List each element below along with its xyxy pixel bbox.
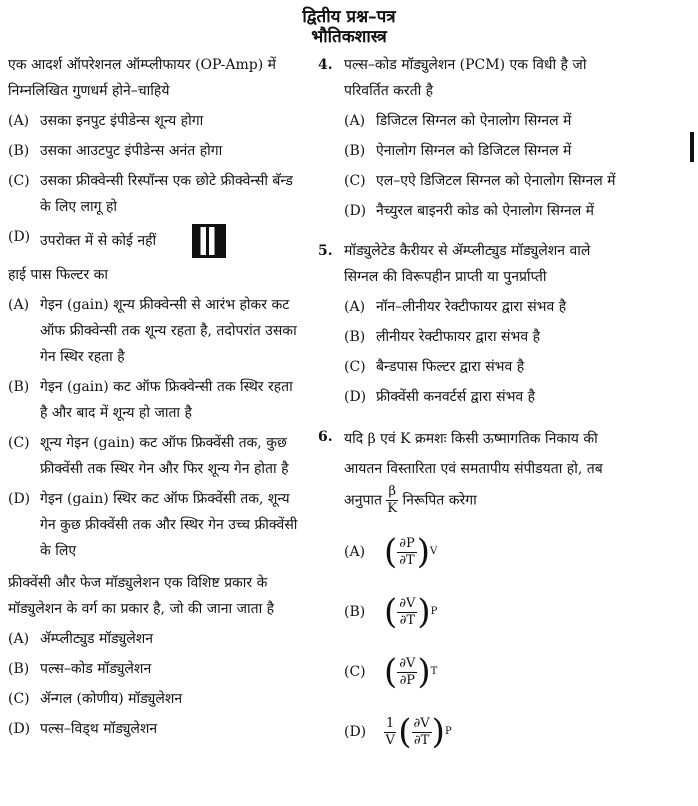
option-label: (D) xyxy=(8,229,31,245)
question-number: 4. xyxy=(318,57,333,73)
question-number: 5. xyxy=(318,243,333,259)
left-column xyxy=(8,52,300,746)
q6-option-b[interactable]: (B) ( $\frac{\partial V}{\partial T}$ ) P xyxy=(344,592,438,632)
option-text: गेइन (gain) स्थिर कट ऑफ फ्रिक्वेंसी तक, शून्य गेन कुछ फ्रीक्वेंसी तक और स्थिर गेन उच्च फ्रीक्वेंसी के लिए xyxy=(40,491,298,559)
derivative-numerator: ∂V xyxy=(413,715,430,731)
option-label: (B) xyxy=(344,329,366,345)
paper-title: द्वितीय प्रश्न–पत्र xyxy=(302,7,396,27)
q3-option-b[interactable] xyxy=(8,656,300,682)
question-1-text: एक आदर्श ऑपरेशनल ऑम्प्लीफायर (OP-Amp) में निम्नलिखित गुणधर्म होने–चाहिये xyxy=(8,57,277,99)
question-number: 6. xyxy=(318,429,333,445)
option-text: उसका इनपुट इंपीडेन्स शून्य होगा xyxy=(40,113,204,129)
question-4 xyxy=(318,52,618,228)
derivative-numerator: ∂P xyxy=(399,535,415,551)
q6-option-a[interactable]: (A) ( $\frac{\partial P}{\partial T}$ ) V xyxy=(344,532,438,572)
option-label: (B) xyxy=(344,604,366,620)
question-4-text: पल्स–कोड मॉड्युलेशन (PCM) एक विधी है जो परिवर्तित करती है xyxy=(344,57,587,99)
subject-title: भौतिकशास्त्र xyxy=(311,27,387,47)
option-text: गेइन (gain) शून्य फ्रीक्वेन्सी से आरंभ होकर कट ऑफ फ्रीक्वेन्सी तक शून्य रहता है, तदोपरांत उसका गेन स्थिर रहता है xyxy=(40,297,297,365)
q3-option-c[interactable] xyxy=(8,686,300,712)
qr-code-icon xyxy=(192,224,226,258)
q5-option-b[interactable] xyxy=(344,324,618,350)
question-6-text-part1: यदि β एवं K क्रमशः किसी ऊष्मागतिक निकाय की आयतन विस्तारिता एवं समतापीय संपीडयता हो, तब अनुपात xyxy=(344,431,603,509)
option-text: उसका फ्रीक्वेन्सी रिस्पॉन्स एक छोटे फ्रीक्वेन्सी बॅन्ड के लिए लागू हो xyxy=(40,173,293,215)
option-label: (B) xyxy=(344,143,366,159)
prefactor-denominator: V xyxy=(385,732,395,748)
q2-option-d[interactable] xyxy=(8,486,300,564)
option-label: (A) xyxy=(8,297,30,313)
option-label: (B) xyxy=(8,143,30,159)
option-label: (A) xyxy=(344,299,366,315)
option-text: गेइन (gain) कट ऑफ फ्रिक्वेन्सी तक स्थिर रहता है और बाद में शून्य हो जाता है xyxy=(40,379,293,421)
q4-option-c[interactable] xyxy=(344,168,618,194)
q2-option-a[interactable] xyxy=(8,292,300,370)
option-text: लीनीयर रेक्टीफायर द्वारा संभव है xyxy=(376,329,541,345)
q6-option-c[interactable]: (C) ( $\frac{\partial V}{\partial P}$ ) T xyxy=(344,652,438,692)
ratio-denominator: K xyxy=(387,501,398,516)
q5-option-a[interactable] xyxy=(344,294,618,320)
option-text: उपरोक्त में से कोई नहीं xyxy=(40,233,157,249)
question-6 xyxy=(318,424,618,765)
q6-option-d[interactable]: (D) $\frac{1}{V}$ ( $\frac{\partial V}{\partial T}$ ) P xyxy=(344,712,452,752)
option-text: नॉन–लीनीयर रेक्टीफायर द्वारा संभव है xyxy=(376,299,567,315)
derivative-denominator: ∂P xyxy=(399,672,416,688)
derivative-numerator: ∂V xyxy=(399,595,416,611)
question-5 xyxy=(318,238,618,414)
derivative-subscript: T xyxy=(430,666,438,677)
option-text: ॲन्गल (कोणीय) मॉड्युलेशन xyxy=(40,691,183,707)
option-text: नैच्युरल बाइनरी कोड को ऐनालोग सिग्नल में xyxy=(376,203,595,219)
derivative-subscript: P xyxy=(444,726,452,737)
derivative-numerator: ∂V xyxy=(399,655,416,671)
q2-option-b[interactable] xyxy=(8,374,300,426)
option-label: (A) xyxy=(8,631,30,647)
option-label: (A) xyxy=(8,113,30,129)
q4-option-d[interactable] xyxy=(344,198,618,224)
option-text: डिजिटल सिग्नल को ऐनालोग सिग्नल में xyxy=(376,113,572,129)
option-label: (D) xyxy=(8,491,31,507)
option-text: एल–एऐ डिजिटल सिग्नल को ऐनालोग सिग्नल में xyxy=(376,173,616,189)
option-label: (A) xyxy=(344,544,366,560)
question-6-text-part2: निरूपित करेगा xyxy=(402,492,477,509)
question-6-text xyxy=(344,424,618,517)
option-label: (C) xyxy=(344,664,366,680)
option-text: पल्स–विड्थ मॉड्युलेशन xyxy=(40,721,158,737)
ratio-numerator: β xyxy=(388,484,396,499)
derivative-denominator: ∂T xyxy=(399,612,416,628)
option-label: (C) xyxy=(8,691,30,707)
question-2-text: हाई पास फिल्टर का xyxy=(8,267,109,283)
option-label: (D) xyxy=(344,203,367,219)
q5-option-c[interactable] xyxy=(344,354,618,380)
q1-option-d[interactable] xyxy=(8,224,300,258)
q1-option-a[interactable] xyxy=(8,108,300,134)
q4-option-a[interactable] xyxy=(344,108,618,134)
option-label: (C) xyxy=(344,359,366,375)
option-label: (D) xyxy=(8,721,31,737)
option-label: (D) xyxy=(344,389,367,405)
derivative-subscript: P xyxy=(430,606,438,617)
page-edge-mark xyxy=(690,132,694,162)
option-label: (C) xyxy=(8,435,30,451)
derivative-denominator: ∂T xyxy=(413,732,430,748)
option-label: (B) xyxy=(8,379,30,395)
question-5-text: मॉड्युलेटेड कैरीयर से ॲम्प्लीट्युड मॉड्युलेशन वाले सिग्नल की विरूपहीन प्राप्ती या पुनर्प्राप्ती xyxy=(344,243,591,285)
option-text: ऐनालोग सिग्नल को डिजिटल सिग्नल में xyxy=(376,143,572,159)
option-text: शून्य गेइन (gain) कट ऑफ फ्रिक्वेंसी तक, कुछ फ्रीक्वेंसी तक स्थिर गेन और फिर शून्य गेन होता है xyxy=(40,435,289,477)
option-text: बैन्डपास फिल्टर द्वारा संभव है xyxy=(376,359,525,375)
q1-option-c[interactable] xyxy=(8,168,300,220)
question-1 xyxy=(8,52,300,258)
q2-option-c[interactable] xyxy=(8,430,300,482)
derivative-subscript: V xyxy=(430,546,438,557)
ratio-fraction xyxy=(386,484,398,517)
option-text: फ्रीक्वेंसी कनवर्टर्स द्वारा संभव है xyxy=(376,389,536,405)
option-label: (B) xyxy=(8,661,30,677)
prefactor-numerator: 1 xyxy=(386,715,395,731)
q4-option-b[interactable] xyxy=(344,138,618,164)
q5-option-d[interactable] xyxy=(344,384,618,410)
option-label: (D) xyxy=(344,724,367,740)
option-text: ॲम्प्लीट्युड मॉड्युलेशन xyxy=(40,631,153,647)
option-text: पल्स–कोड मॉड्युलेशन xyxy=(40,661,152,677)
option-label: (C) xyxy=(8,173,30,189)
option-text: उसका आउटपुट इंपीडेन्स अनंत होगा xyxy=(40,143,223,159)
question-3 xyxy=(8,570,300,742)
question-2 xyxy=(8,262,300,564)
question-3-text: फ्रीक्वेंसी और फेज मॉड्युलेशन एक विशिष्ट प्रकार के मॉड्युलेशन के वर्ग का प्रकार है, जो की जाना जाता है xyxy=(8,575,275,617)
option-label: (C) xyxy=(344,173,366,189)
q3-option-a[interactable] xyxy=(8,626,300,652)
option-label: (A) xyxy=(344,113,366,129)
q1-option-b[interactable] xyxy=(8,138,300,164)
derivative-denominator: ∂T xyxy=(399,552,415,568)
q3-option-d[interactable] xyxy=(8,716,300,742)
right-column xyxy=(318,52,618,765)
